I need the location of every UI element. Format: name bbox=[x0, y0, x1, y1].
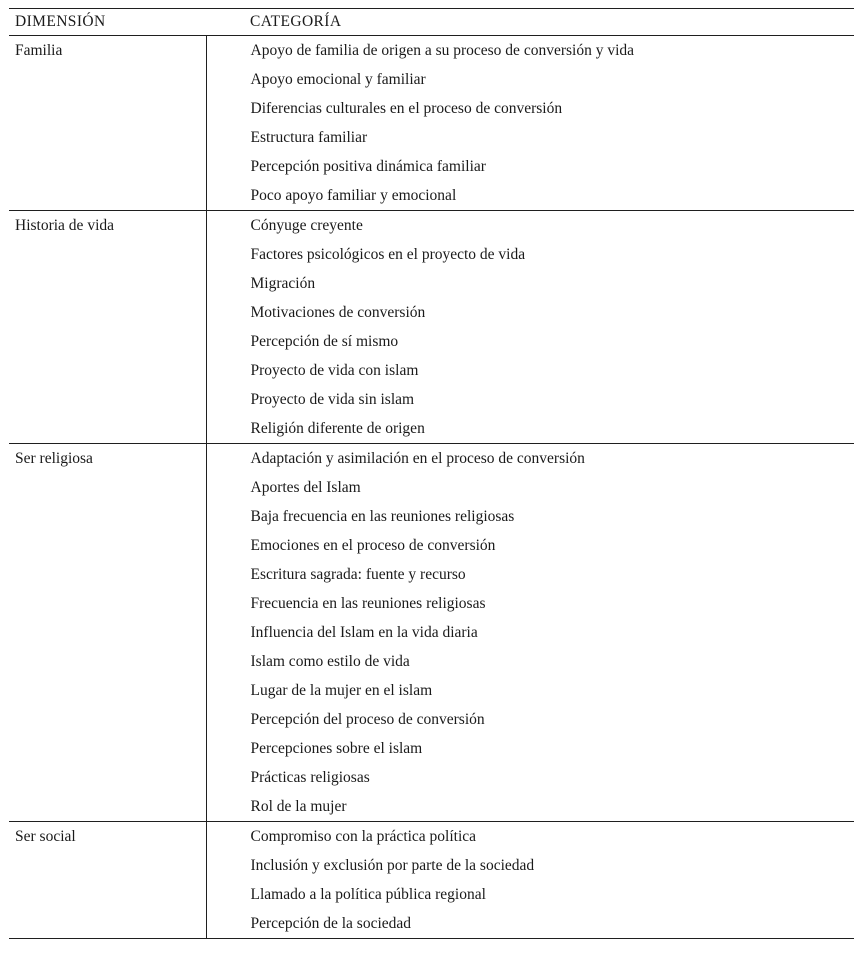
category-cell: Baja frecuencia en las reuniones religiosas bbox=[206, 502, 854, 531]
table-body bbox=[9, 36, 854, 939]
category-cell: Percepción positiva dinámica familiar bbox=[206, 152, 854, 181]
category-cell: Aportes del Islam bbox=[206, 473, 854, 502]
category-cell: Estructura familiar bbox=[206, 123, 854, 152]
category-cell: Migración bbox=[206, 269, 854, 298]
category-cell: Llamado a la política pública regional bbox=[206, 880, 854, 909]
category-cell: Escritura sagrada: fuente y recurso bbox=[206, 560, 854, 589]
category-cell: Apoyo de familia de origen a su proceso de conversión y vida bbox=[206, 36, 854, 66]
category-cell: Frecuencia en las reuniones religiosas bbox=[206, 589, 854, 618]
table-row bbox=[9, 36, 854, 66]
dimension-cell: Historia de vida bbox=[9, 211, 206, 444]
category-cell: Adaptación y asimilación en el proceso de conversión bbox=[206, 444, 854, 474]
category-cell: Emociones en el proceso de conversión bbox=[206, 531, 854, 560]
category-cell: Islam como estilo de vida bbox=[206, 647, 854, 676]
category-cell: Percepción del proceso de conversión bbox=[206, 705, 854, 734]
table-row bbox=[9, 822, 854, 852]
table-row bbox=[9, 444, 854, 474]
table-row bbox=[9, 211, 854, 241]
category-cell: Diferencias culturales en el proceso de conversión bbox=[206, 94, 854, 123]
category-cell: Percepción de la sociedad bbox=[206, 909, 854, 939]
category-cell: Prácticas religiosas bbox=[206, 763, 854, 792]
dimension-category-table bbox=[9, 8, 854, 939]
category-cell: Percepción de sí mismo bbox=[206, 327, 854, 356]
dimension-cell: Ser social bbox=[9, 822, 206, 939]
header-categoria: CATEGORÍA bbox=[206, 9, 854, 36]
header-row bbox=[9, 9, 854, 36]
dimension-cell: Familia bbox=[9, 36, 206, 211]
category-cell: Motivaciones de conversión bbox=[206, 298, 854, 327]
category-cell: Cónyuge creyente bbox=[206, 211, 854, 241]
category-cell: Apoyo emocional y familiar bbox=[206, 65, 854, 94]
header-dimension: DIMENSIÓN bbox=[9, 9, 206, 36]
category-cell: Rol de la mujer bbox=[206, 792, 854, 822]
category-cell: Percepciones sobre el islam bbox=[206, 734, 854, 763]
category-cell: Religión diferente de origen bbox=[206, 414, 854, 444]
category-cell: Proyecto de vida con islam bbox=[206, 356, 854, 385]
category-cell: Inclusión y exclusión por parte de la sociedad bbox=[206, 851, 854, 880]
category-cell: Poco apoyo familiar y emocional bbox=[206, 181, 854, 211]
category-cell: Lugar de la mujer en el islam bbox=[206, 676, 854, 705]
table-header bbox=[9, 9, 854, 36]
category-cell: Compromiso con la práctica política bbox=[206, 822, 854, 852]
dimension-cell: Ser religiosa bbox=[9, 444, 206, 822]
category-cell: Factores psicológicos en el proyecto de vida bbox=[206, 240, 854, 269]
category-cell: Proyecto de vida sin islam bbox=[206, 385, 854, 414]
category-cell: Influencia del Islam en la vida diaria bbox=[206, 618, 854, 647]
